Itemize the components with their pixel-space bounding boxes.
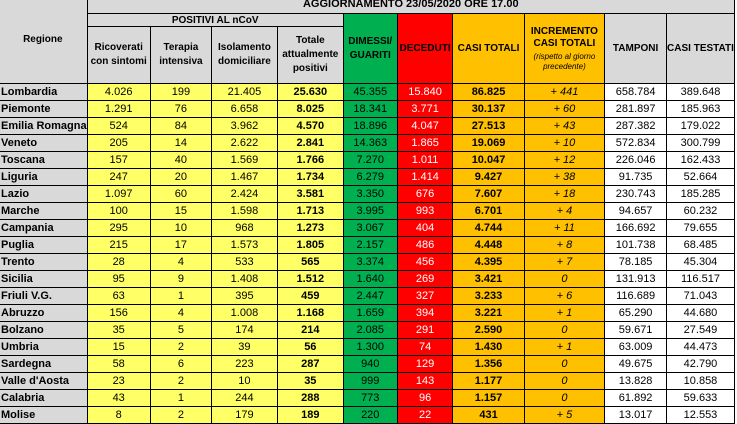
cell-ricoverati: 100 xyxy=(87,203,150,220)
cell-incremento: + 441 xyxy=(524,84,605,101)
cell-deceduti: 15.840 xyxy=(397,84,453,101)
cell-casi-totali: 3.421 xyxy=(453,271,524,288)
cell-totale-positivi: 56 xyxy=(277,339,343,356)
cell-casi-testati: 79.655 xyxy=(666,220,734,237)
table-row xyxy=(0,152,735,169)
cell-ricoverati: 157 xyxy=(87,152,150,169)
cell-casi-totali: 4.448 xyxy=(453,237,524,254)
cell-casi-totali: 19.069 xyxy=(453,135,524,152)
header-dimessi: DIMESSI/ GUARITI xyxy=(343,14,397,84)
cell-ricoverati: 8 xyxy=(87,407,150,424)
cell-tamponi: 166.692 xyxy=(605,220,667,237)
cell-terapia: 2 xyxy=(150,339,211,356)
cell-ricoverati: 205 xyxy=(87,135,150,152)
cell-ricoverati: 95 xyxy=(87,271,150,288)
cell-dimessi: 940 xyxy=(343,356,397,373)
cell-dimessi: 1.640 xyxy=(343,271,397,288)
cell-casi-testati: 44.473 xyxy=(666,339,734,356)
cell-tamponi: 101.738 xyxy=(605,237,667,254)
cell-isolamento: 3.962 xyxy=(212,118,278,135)
cell-totale-positivi: 1.713 xyxy=(277,203,343,220)
cell-dimessi: 2.157 xyxy=(343,237,397,254)
cell-totale-positivi: 8.025 xyxy=(277,101,343,118)
cell-tamponi: 63.009 xyxy=(605,339,667,356)
cell-ricoverati: 295 xyxy=(87,220,150,237)
cell-totale-positivi: 1.168 xyxy=(277,305,343,322)
cell-ricoverati: 28 xyxy=(87,254,150,271)
cell-terapia: 5 xyxy=(150,322,211,339)
cell-isolamento: 10 xyxy=(212,373,278,390)
cell-totale-positivi: 189 xyxy=(277,407,343,424)
cell-isolamento: 1.408 xyxy=(212,271,278,288)
header-incremento-note: (rispetto al giorno precedente) xyxy=(533,51,596,71)
cell-incremento: + 43 xyxy=(524,118,605,135)
table-row xyxy=(0,101,735,118)
cell-regione: Lombardia xyxy=(0,84,87,101)
cell-incremento: 0 xyxy=(524,373,605,390)
cell-tamponi: 61.892 xyxy=(605,390,667,407)
cell-casi-totali: 3.221 xyxy=(453,305,524,322)
cell-ricoverati: 1.291 xyxy=(87,101,150,118)
cell-totale-positivi: 565 xyxy=(277,254,343,271)
cell-deceduti: 993 xyxy=(397,203,453,220)
cell-totale-positivi: 25.630 xyxy=(277,84,343,101)
cell-deceduti: 327 xyxy=(397,288,453,305)
table-row xyxy=(0,271,735,288)
cell-dimessi: 220 xyxy=(343,407,397,424)
cell-isolamento: 2.622 xyxy=(212,135,278,152)
cell-incremento: + 18 xyxy=(524,186,605,203)
cell-totale-positivi: 2.841 xyxy=(277,135,343,152)
cell-deceduti: 143 xyxy=(397,373,453,390)
cell-regione: Lazio xyxy=(0,186,87,203)
cell-terapia: 9 xyxy=(150,271,211,288)
cell-dimessi: 2.447 xyxy=(343,288,397,305)
cell-casi-testati: 68.485 xyxy=(666,237,734,254)
table-row xyxy=(0,407,735,424)
header-deceduti: DECEDUTI xyxy=(397,14,453,84)
cell-isolamento: 223 xyxy=(212,356,278,373)
cell-tamponi: 94.657 xyxy=(605,203,667,220)
cell-tamponi: 78.185 xyxy=(605,254,667,271)
cell-tamponi: 572.834 xyxy=(605,135,667,152)
cell-dimessi: 3.067 xyxy=(343,220,397,237)
table-row xyxy=(0,220,735,237)
cell-terapia: 2 xyxy=(150,373,211,390)
cell-ricoverati: 23 xyxy=(87,373,150,390)
cell-casi-testati: 162.433 xyxy=(666,152,734,169)
cell-ricoverati: 215 xyxy=(87,237,150,254)
cell-ricoverati: 63 xyxy=(87,288,150,305)
header-isolamento: Isolamento domiciliare xyxy=(212,27,278,84)
cell-tamponi: 91.735 xyxy=(605,169,667,186)
cell-terapia: 14 xyxy=(150,135,211,152)
cell-dimessi: 999 xyxy=(343,373,397,390)
table-row xyxy=(0,254,735,271)
report-title: AGGIORNAMENTO 23/05/2020 ORE 17.00 xyxy=(87,0,734,14)
cell-casi-testati: 59.633 xyxy=(666,390,734,407)
cell-dimessi: 773 xyxy=(343,390,397,407)
cell-tamponi: 13.017 xyxy=(605,407,667,424)
cell-dimessi: 1.659 xyxy=(343,305,397,322)
header-incremento xyxy=(524,14,605,84)
header-casi-totali: CASI TOTALI xyxy=(453,14,524,84)
cell-dimessi: 6.279 xyxy=(343,169,397,186)
cell-incremento: + 5 xyxy=(524,407,605,424)
cell-terapia: 10 xyxy=(150,220,211,237)
cell-terapia: 20 xyxy=(150,169,211,186)
cell-incremento: + 12 xyxy=(524,152,605,169)
cell-deceduti: 22 xyxy=(397,407,453,424)
cell-totale-positivi: 3.581 xyxy=(277,186,343,203)
table-row xyxy=(0,390,735,407)
table-row xyxy=(0,169,735,186)
cell-ricoverati: 1.097 xyxy=(87,186,150,203)
cell-casi-testati: 389.648 xyxy=(666,84,734,101)
cell-ricoverati: 35 xyxy=(87,322,150,339)
cell-casi-testati: 27.549 xyxy=(666,322,734,339)
cell-incremento: 0 xyxy=(524,390,605,407)
cell-deceduti: 404 xyxy=(397,220,453,237)
cell-tamponi: 226.046 xyxy=(605,152,667,169)
cell-totale-positivi: 287 xyxy=(277,356,343,373)
cell-casi-totali: 3.233 xyxy=(453,288,524,305)
cell-casi-totali: 1.177 xyxy=(453,373,524,390)
cell-incremento: + 7 xyxy=(524,254,605,271)
cell-incremento: + 60 xyxy=(524,101,605,118)
table-row xyxy=(0,203,735,220)
cell-deceduti: 129 xyxy=(397,356,453,373)
table-row xyxy=(0,118,735,135)
cell-tamponi: 65.290 xyxy=(605,305,667,322)
cell-isolamento: 244 xyxy=(212,390,278,407)
cell-deceduti: 456 xyxy=(397,254,453,271)
cell-casi-testati: 185.285 xyxy=(666,186,734,203)
cell-totale-positivi: 1.805 xyxy=(277,237,343,254)
cell-casi-testati: 12.553 xyxy=(666,407,734,424)
cell-isolamento: 39 xyxy=(212,339,278,356)
cell-terapia: 1 xyxy=(150,288,211,305)
cell-ricoverati: 4.026 xyxy=(87,84,150,101)
cell-casi-testati: 179.022 xyxy=(666,118,734,135)
cell-casi-totali: 6.701 xyxy=(453,203,524,220)
table-row xyxy=(0,237,735,254)
cell-regione: Liguria xyxy=(0,169,87,186)
cell-isolamento: 6.658 xyxy=(212,101,278,118)
cell-totale-positivi: 214 xyxy=(277,322,343,339)
cell-incremento: + 11 xyxy=(524,220,605,237)
cell-tamponi: 13.828 xyxy=(605,373,667,390)
cell-isolamento: 2.424 xyxy=(212,186,278,203)
cell-regione: Emilia Romagna xyxy=(0,118,87,135)
cell-terapia: 84 xyxy=(150,118,211,135)
table-row xyxy=(0,356,735,373)
cell-casi-totali: 86.825 xyxy=(453,84,524,101)
cell-tamponi: 49.675 xyxy=(605,356,667,373)
cell-tamponi: 281.897 xyxy=(605,101,667,118)
header-incremento-label: INCREMENTO CASI TOTALI xyxy=(530,25,598,49)
cell-casi-testati: 52.664 xyxy=(666,169,734,186)
cell-dimessi: 18.896 xyxy=(343,118,397,135)
cell-casi-testati: 10.858 xyxy=(666,373,734,390)
cell-deceduti: 74 xyxy=(397,339,453,356)
cell-isolamento: 1.569 xyxy=(212,152,278,169)
cell-isolamento: 395 xyxy=(212,288,278,305)
cell-terapia: 60 xyxy=(150,186,211,203)
cell-deceduti: 291 xyxy=(397,322,453,339)
cell-regione: Calabria xyxy=(0,390,87,407)
cell-tamponi: 116.689 xyxy=(605,288,667,305)
cell-totale-positivi: 1.734 xyxy=(277,169,343,186)
cell-tamponi: 230.743 xyxy=(605,186,667,203)
cell-casi-testati: 116.517 xyxy=(666,271,734,288)
cell-deceduti: 486 xyxy=(397,237,453,254)
table-row xyxy=(0,322,735,339)
cell-deceduti: 1.011 xyxy=(397,152,453,169)
cell-incremento: + 10 xyxy=(524,135,605,152)
cell-tamponi: 131.913 xyxy=(605,271,667,288)
cell-isolamento: 1.008 xyxy=(212,305,278,322)
header-positivi-group: POSITIVI AL nCoV xyxy=(87,14,343,27)
cell-isolamento: 1.598 xyxy=(212,203,278,220)
cell-deceduti: 394 xyxy=(397,305,453,322)
cell-dimessi: 45.355 xyxy=(343,84,397,101)
table-row xyxy=(0,186,735,203)
cell-deceduti: 96 xyxy=(397,390,453,407)
cell-terapia: 1 xyxy=(150,390,211,407)
cell-isolamento: 1.573 xyxy=(212,237,278,254)
header-regione: Regione xyxy=(0,0,87,84)
cell-terapia: 199 xyxy=(150,84,211,101)
cell-totale-positivi: 4.570 xyxy=(277,118,343,135)
cell-casi-totali: 7.607 xyxy=(453,186,524,203)
cell-terapia: 2 xyxy=(150,407,211,424)
cell-regione: Friuli V.G. xyxy=(0,288,87,305)
cell-dimessi: 3.995 xyxy=(343,203,397,220)
cell-totale-positivi: 288 xyxy=(277,390,343,407)
cell-incremento: + 1 xyxy=(524,339,605,356)
cell-deceduti: 3.771 xyxy=(397,101,453,118)
cell-isolamento: 21.405 xyxy=(212,84,278,101)
cell-dimessi: 1.300 xyxy=(343,339,397,356)
cell-isolamento: 174 xyxy=(212,322,278,339)
cell-isolamento: 533 xyxy=(212,254,278,271)
cell-casi-testati: 44.680 xyxy=(666,305,734,322)
cell-incremento: 0 xyxy=(524,356,605,373)
header-terapia: Terapia intensiva xyxy=(150,27,211,84)
cell-terapia: 17 xyxy=(150,237,211,254)
cell-incremento: 0 xyxy=(524,271,605,288)
cell-casi-testati: 300.799 xyxy=(666,135,734,152)
cell-casi-totali: 9.427 xyxy=(453,169,524,186)
cell-casi-totali: 1.356 xyxy=(453,356,524,373)
cell-regione: Sardegna xyxy=(0,356,87,373)
cell-regione: Bolzano xyxy=(0,322,87,339)
cell-dimessi: 3.350 xyxy=(343,186,397,203)
header-tamponi: TAMPONI xyxy=(605,14,667,84)
cell-regione: Campania xyxy=(0,220,87,237)
cell-casi-testati: 185.963 xyxy=(666,101,734,118)
cell-incremento: + 38 xyxy=(524,169,605,186)
cell-totale-positivi: 1.766 xyxy=(277,152,343,169)
cell-totale-positivi: 459 xyxy=(277,288,343,305)
cell-regione: Trento xyxy=(0,254,87,271)
cell-regione: Marche xyxy=(0,203,87,220)
cell-dimessi: 18.341 xyxy=(343,101,397,118)
table-row xyxy=(0,373,735,390)
cell-casi-totali: 27.513 xyxy=(453,118,524,135)
cell-regione: Valle d'Aosta xyxy=(0,373,87,390)
header-totale-positivi: Totale attualmente positivi xyxy=(277,27,343,84)
cell-ricoverati: 58 xyxy=(87,356,150,373)
cell-ricoverati: 43 xyxy=(87,390,150,407)
cell-regione: Molise xyxy=(0,407,87,424)
cell-terapia: 76 xyxy=(150,101,211,118)
table-row xyxy=(0,339,735,356)
cell-ricoverati: 247 xyxy=(87,169,150,186)
cell-tamponi: 287.382 xyxy=(605,118,667,135)
cell-casi-totali: 1.157 xyxy=(453,390,524,407)
cell-regione: Abruzzo xyxy=(0,305,87,322)
cell-incremento: 0 xyxy=(524,322,605,339)
cell-casi-testati: 60.232 xyxy=(666,203,734,220)
cell-incremento: + 1 xyxy=(524,305,605,322)
cell-casi-testati: 42.790 xyxy=(666,356,734,373)
cell-tamponi: 59.671 xyxy=(605,322,667,339)
cell-casi-testati: 45.304 xyxy=(666,254,734,271)
cell-terapia: 4 xyxy=(150,305,211,322)
cell-regione: Toscana xyxy=(0,152,87,169)
cell-terapia: 4 xyxy=(150,254,211,271)
table-row xyxy=(0,84,735,101)
table-row xyxy=(0,288,735,305)
cell-ricoverati: 156 xyxy=(87,305,150,322)
cell-dimessi: 7.270 xyxy=(343,152,397,169)
cell-isolamento: 968 xyxy=(212,220,278,237)
cell-casi-totali: 4.395 xyxy=(453,254,524,271)
cell-terapia: 15 xyxy=(150,203,211,220)
cell-incremento: + 6 xyxy=(524,288,605,305)
cell-regione: Sicilia xyxy=(0,271,87,288)
cell-incremento: + 8 xyxy=(524,237,605,254)
cell-deceduti: 1.414 xyxy=(397,169,453,186)
cell-ricoverati: 15 xyxy=(87,339,150,356)
cell-isolamento: 179 xyxy=(212,407,278,424)
cell-deceduti: 269 xyxy=(397,271,453,288)
cell-casi-totali: 431 xyxy=(453,407,524,424)
cell-isolamento: 1.467 xyxy=(212,169,278,186)
cell-casi-totali: 4.744 xyxy=(453,220,524,237)
cell-casi-totali: 30.137 xyxy=(453,101,524,118)
cell-casi-totali: 10.047 xyxy=(453,152,524,169)
cell-totale-positivi: 1.273 xyxy=(277,220,343,237)
cell-deceduti: 1.865 xyxy=(397,135,453,152)
cell-deceduti: 676 xyxy=(397,186,453,203)
header-ricoverati: Ricoverati con sintomi xyxy=(87,27,150,84)
cell-terapia: 6 xyxy=(150,356,211,373)
cell-casi-testati: 71.043 xyxy=(666,288,734,305)
table-row xyxy=(0,305,735,322)
cell-regione: Piemonte xyxy=(0,101,87,118)
cell-terapia: 40 xyxy=(150,152,211,169)
cell-regione: Veneto xyxy=(0,135,87,152)
cell-dimessi: 3.374 xyxy=(343,254,397,271)
cell-deceduti: 4.047 xyxy=(397,118,453,135)
cell-tamponi: 658.784 xyxy=(605,84,667,101)
cell-incremento: + 4 xyxy=(524,203,605,220)
cell-casi-totali: 1.430 xyxy=(453,339,524,356)
cell-totale-positivi: 35 xyxy=(277,373,343,390)
cell-totale-positivi: 1.512 xyxy=(277,271,343,288)
table-row xyxy=(0,135,735,152)
cell-regione: Puglia xyxy=(0,237,87,254)
cell-regione: Umbria xyxy=(0,339,87,356)
cell-dimessi: 14.363 xyxy=(343,135,397,152)
cell-dimessi: 2.085 xyxy=(343,322,397,339)
header-casi-testati: CASI TESTATI xyxy=(666,14,734,84)
cell-casi-totali: 2.590 xyxy=(453,322,524,339)
cell-ricoverati: 524 xyxy=(87,118,150,135)
